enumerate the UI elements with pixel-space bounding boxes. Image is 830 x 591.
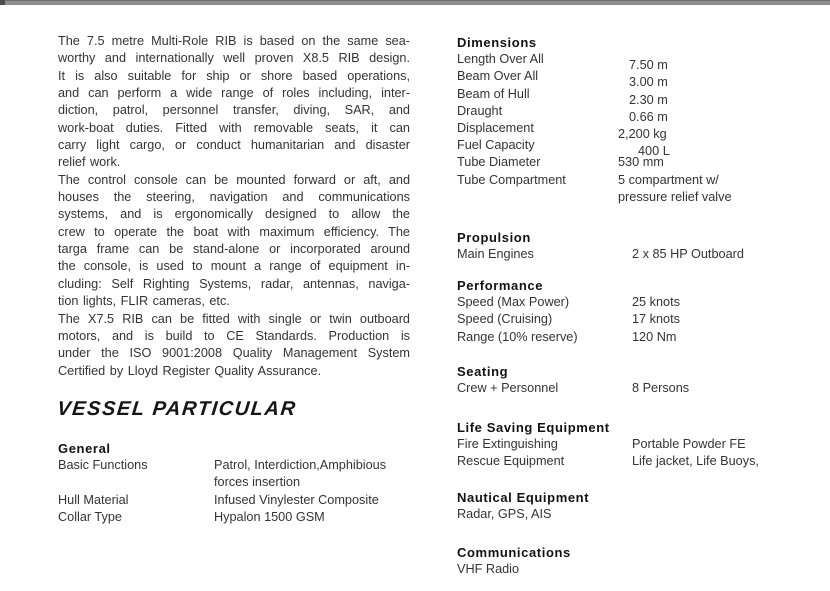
spec-value: 530 mm	[618, 155, 664, 170]
spec-label: Rescue Equipment	[457, 454, 565, 469]
paragraph-line: The X7.5 RIB can be fitted with single or twin outboard	[58, 311, 410, 326]
spec-value: 2.30 m	[629, 92, 668, 107]
section-propulsion	[457, 229, 797, 263]
section-dimensions	[457, 34, 797, 206]
spec-value: 0.66 m	[629, 109, 668, 124]
spec-label: Tube Diameter	[457, 155, 541, 170]
spec-value-line: 5 compartment w/	[618, 172, 719, 187]
paragraph-line: targa frame can be stand-alone or incorporated around	[58, 242, 410, 257]
spec-label: Hull Material	[58, 492, 129, 507]
spec-row	[457, 172, 797, 206]
section-heading: Dimensions	[457, 35, 537, 50]
paragraph-line: It is also suitable for ship or shore based operations,	[58, 68, 410, 83]
spec-value-line: forces insertion	[214, 475, 301, 490]
intro-text-block	[58, 33, 410, 380]
section-general	[58, 440, 438, 526]
section-heading: Nautical Equipment	[457, 490, 590, 505]
spec-label: Fire Extinguishing	[457, 437, 558, 452]
spec-row	[457, 329, 797, 346]
spec-label: Basic Functions	[58, 458, 148, 473]
section-heading: General	[58, 441, 111, 456]
spec-value: 8 Persons	[632, 381, 690, 396]
section-nautical-equipment	[457, 489, 797, 523]
paragraph-line: The 7.5 metre Multi-Role RIB is based on the same sea-	[58, 34, 410, 48]
paragraph-line: crew to operate the boat with maximum efficiency. The	[58, 224, 410, 239]
spec-label: Displacement	[457, 121, 534, 136]
spec-label: Length Over All	[457, 52, 544, 67]
spec-label: Speed (Max Power)	[457, 295, 570, 310]
spec-value: 25 knots	[632, 295, 680, 310]
paragraph-line: tion lights, FLIR cameras, etc.	[58, 294, 230, 309]
spec-label: Speed (Cruising)	[457, 312, 553, 327]
section-communications	[457, 544, 797, 578]
section-heading: Seating	[457, 364, 509, 379]
paragraph-line: under the ISO 9001:2008 Quality Management System	[58, 346, 410, 361]
spec-row	[457, 436, 797, 453]
spec-value: Life jacket, Life Buoys,	[632, 454, 759, 469]
spec-row	[457, 380, 797, 397]
paragraph-line: worthy and internationally well proven X8.5 RIB design.	[58, 51, 410, 66]
spec-label: Main Engines	[457, 247, 534, 262]
spec-value: Infused Vinylester Composite	[214, 492, 379, 507]
spec-value-line: pressure relief valve	[618, 189, 732, 204]
paragraph-line: and can perform a wide range of roles including, inter-	[58, 86, 410, 101]
page-top-border	[0, 0, 830, 5]
spec-label: Crew + Personnel	[457, 381, 559, 396]
paragraph-line: The control console can be mounted forward or aft, and	[58, 172, 410, 187]
section-life-saving-equipment	[457, 419, 797, 471]
spec-row	[58, 492, 438, 509]
spec-value: Hypalon 1500 GSM	[214, 509, 325, 524]
spec-value: 7.50 m	[629, 58, 668, 73]
section-heading: Life Saving Equipment	[457, 420, 610, 435]
spec-row	[457, 453, 797, 470]
spec-label: Tube Compartment	[457, 172, 566, 187]
spec-value: Portable Powder FE	[632, 437, 746, 452]
section-text: VHF Radio	[457, 562, 520, 577]
section-performance	[457, 277, 797, 346]
section-heading: Propulsion	[457, 230, 531, 245]
spec-value-line: Patrol, Interdiction,Amphibious	[214, 458, 387, 473]
spec-value: 2 x 85 HP Outboard	[632, 247, 744, 262]
spec-label: Draught	[457, 103, 503, 118]
spec-row	[457, 51, 797, 73]
spec-row	[457, 311, 797, 328]
paragraph-line: carry light cargo, or conduct humanitarian and disaster	[58, 138, 410, 153]
spec-value: 400 L	[638, 144, 670, 159]
spec-value: 17 knots	[632, 312, 680, 327]
spec-label: Beam of Hull	[457, 86, 530, 101]
spec-label: Range (10% reserve)	[457, 329, 578, 344]
section-heading: Performance	[457, 278, 544, 293]
paragraph-line: the console, is used to mount a range of equipment in-	[58, 259, 410, 274]
spec-row	[457, 246, 797, 263]
paragraph-line: cluding: Self Righting Systems, radar, antennas, naviga-	[58, 276, 410, 291]
paragraph-line: motors, and is build to CE Standards. Production is	[58, 328, 410, 343]
spec-label: Collar Type	[58, 509, 122, 524]
paragraph-line: work-boat duties. Fitted with removable seats, it can	[58, 120, 410, 135]
paragraph-line: diction, patrol, personnel transfer, diving, SAR, and	[58, 103, 410, 118]
paragraph-line: systems, and is ergonomically designed to allow the	[58, 207, 410, 222]
paragraph-line: Certified by Lloyd Register Quality Assurance.	[58, 363, 322, 378]
spec-row	[58, 457, 438, 491]
spec-value	[214, 457, 386, 491]
paragraph-line: houses the steering, navigation and communications	[58, 190, 410, 205]
vessel-particular-heading: VESSEL PARTICULAR	[56, 398, 298, 420]
section-seating	[457, 363, 797, 397]
spec-value: 120 Nm	[632, 329, 677, 344]
spec-row	[58, 509, 438, 526]
section-text: Radar, GPS, AIS	[457, 507, 552, 522]
spec-value: 3.00 m	[629, 75, 668, 90]
paragraph-line: relief work.	[58, 155, 121, 170]
spec-label: Fuel Capacity	[457, 138, 535, 153]
spec-label: Beam Over All	[457, 69, 539, 84]
page-top-border-left-tip	[0, 0, 5, 5]
spec-row	[457, 294, 797, 311]
spec-value: 2,200 kg	[618, 127, 667, 142]
spec-value	[618, 172, 732, 206]
section-heading: Communications	[457, 545, 571, 560]
